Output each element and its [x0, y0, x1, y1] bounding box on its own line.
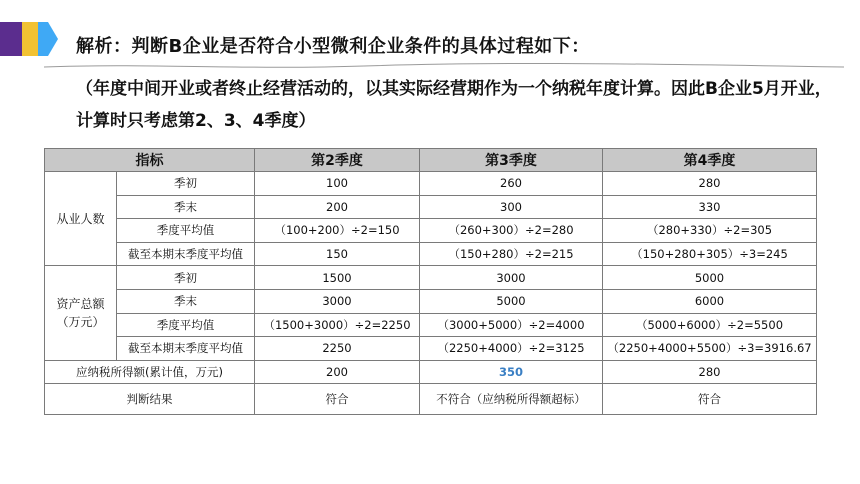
table-cell: 150: [255, 242, 420, 266]
table-cell: （2250+4000）÷2=3125: [420, 337, 603, 361]
heading-divider: [44, 62, 844, 70]
row-label: 季度平均值: [117, 313, 255, 337]
table-cell: （150+280）÷2=215: [420, 242, 603, 266]
table-cell: （2250+4000+5500）÷3=3916.67: [603, 337, 817, 361]
row-label: 季初: [117, 266, 255, 290]
group-label-assets-line2: （万元）: [56, 315, 105, 330]
table-row: [45, 337, 817, 361]
row-label: 季度平均值: [117, 219, 255, 243]
table-cell: 3000: [420, 266, 603, 290]
table-row: [45, 266, 817, 290]
row-label-taxable-income: 应纳税所得额(累计值，万元): [45, 360, 255, 384]
row-label: 截至本期末季度平均值: [117, 337, 255, 361]
table-cell: （150+280+305）÷3=245: [603, 242, 817, 266]
table-cell: 1500: [255, 266, 420, 290]
table-row: [45, 289, 817, 313]
group-label-assets: [45, 266, 117, 360]
group-label-assets-line1: 资产总额: [56, 297, 105, 312]
page-heading: 解析：判断B企业是否符合小型微利企业条件的具体过程如下：: [76, 36, 590, 57]
table-cell: 280: [603, 360, 817, 384]
table-cell: （1500+3000）÷2=2250: [255, 313, 420, 337]
table-cell: 200: [255, 195, 420, 219]
column-header-q2: 第2季度: [255, 149, 420, 172]
table-cell: 260: [420, 172, 603, 196]
table-cell: 300: [420, 195, 603, 219]
table-cell: （260+300）÷2=280: [420, 219, 603, 243]
table-row-result: [45, 384, 817, 415]
table-cell: 符合: [255, 384, 420, 415]
table-row: [45, 172, 817, 196]
table-cell: 5000: [420, 289, 603, 313]
table-cell: 符合: [603, 384, 817, 415]
table-cell: 280: [603, 172, 817, 196]
row-label: 季末: [117, 195, 255, 219]
row-label-result: 判断结果: [45, 384, 255, 415]
table-cell: 330: [603, 195, 817, 219]
row-label: 截至本期末季度平均值: [117, 242, 255, 266]
table-row: [45, 195, 817, 219]
table-cell: 200: [255, 360, 420, 384]
group-label-employees: 从业人数: [45, 172, 117, 266]
table-cell-highlighted: 350: [420, 360, 603, 384]
table-cell: 2250: [255, 337, 420, 361]
table-cell: 不符合（应纳税所得额超标）: [420, 384, 603, 415]
table-row-taxable-income: [45, 360, 817, 384]
row-label: 季初: [117, 172, 255, 196]
column-header-q3: 第3季度: [420, 149, 603, 172]
table-cell: （100+200）÷2=150: [255, 219, 420, 243]
column-header-q4: 第4季度: [603, 149, 817, 172]
table-cell: （3000+5000）÷2=4000: [420, 313, 603, 337]
column-header-indicator: 指标: [45, 149, 255, 172]
table-cell: 6000: [603, 289, 817, 313]
table-row: [45, 219, 817, 243]
table-row: [45, 313, 817, 337]
table-cell: （5000+6000）÷2=5500: [603, 313, 817, 337]
section-marker-icon: [0, 22, 70, 56]
explanation-paragraph: （年度中间开业或者终止经营活动的，以其实际经营期作为一个纳税年度计算。因此B企业5月开业，计算时只考虑第2、3、4季度）: [76, 79, 832, 131]
qualification-table: [44, 148, 817, 415]
row-label: 季末: [117, 289, 255, 313]
table-cell: 3000: [255, 289, 420, 313]
table-cell: （280+330）÷2=305: [603, 219, 817, 243]
table-cell: 5000: [603, 266, 817, 290]
table-header-row: [45, 149, 817, 172]
table-row: [45, 242, 817, 266]
table-cell: 100: [255, 172, 420, 196]
